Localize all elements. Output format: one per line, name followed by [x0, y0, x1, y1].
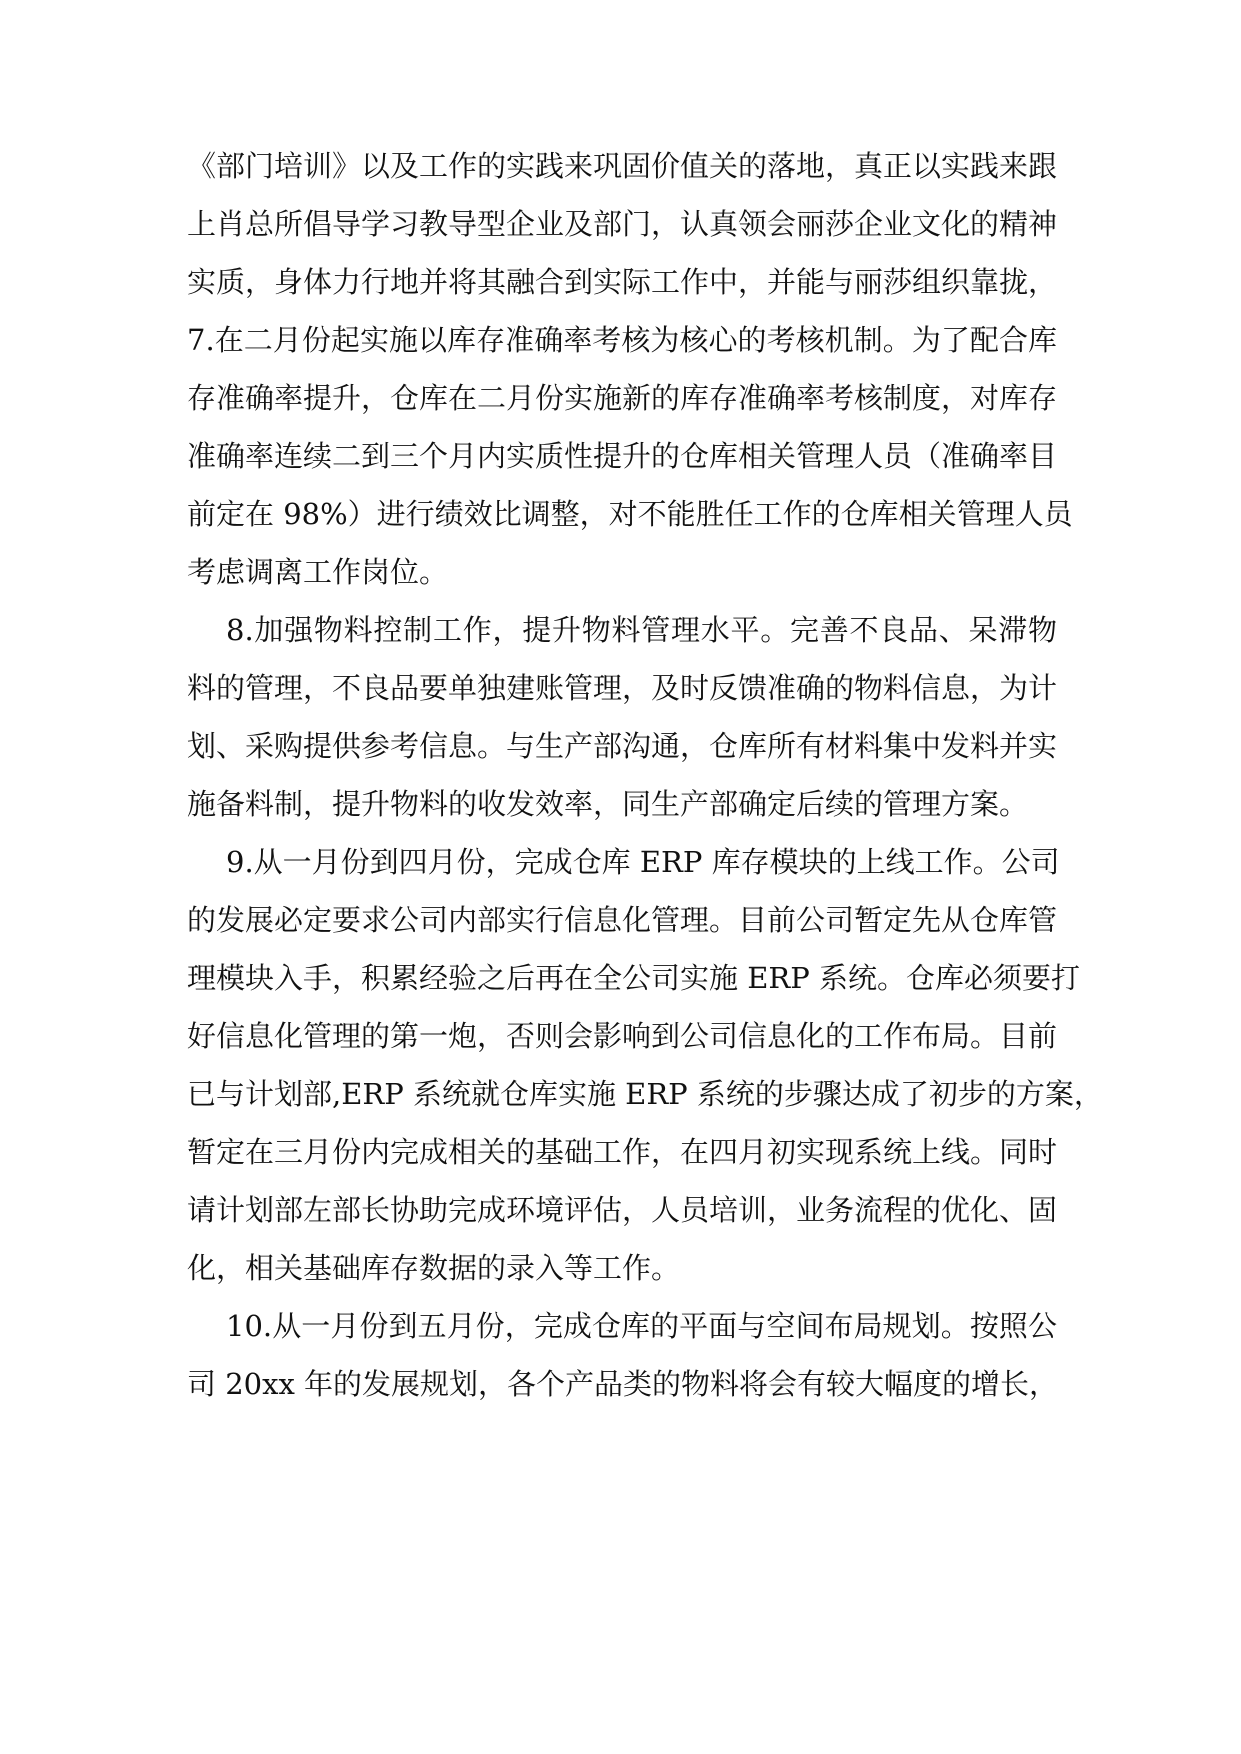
text-line: 料的管理，不良品要单独建账管理，及时反馈准确的物料信息，为计	[187, 671, 1058, 705]
text-line: 暂定在三月份内完成相关的基础工作，在四月初实现系统上线。同时	[187, 1135, 1058, 1169]
text-line: 的发展必定要求公司内部实行信息化管理。目前公司暂定先从仓库管	[187, 903, 1058, 937]
text-line: 前定在 98%）进行绩效比调整，对不能胜任工作的仓库相关管理人员	[187, 497, 1073, 531]
text-line: 请计划部左部长协助完成环境评估，人员培训，业务流程的优化、固	[187, 1193, 1058, 1227]
text-line: 9.从一月份到四月份，完成仓库 ERP 库存模块的上线工作。公司	[226, 845, 1060, 879]
text-line: 好信息化管理的第一炮，否则会影响到公司信息化的工作布局。目前	[187, 1019, 1058, 1053]
text-line: 上肖总所倡导学习教导型企业及部门，认真领会丽莎企业文化的精神	[187, 207, 1058, 241]
text-line: 10.从一月份到五月份，完成仓库的平面与空间布局规划。按照公	[226, 1309, 1057, 1343]
text-line: 司 20xx 年的发展规划，各个产品类的物料将会有较大幅度的增长，	[187, 1367, 1059, 1401]
text-line: 准确率连续二到三个月内实质性提升的仓库相关管理人员（准确率目	[187, 439, 1058, 473]
text-line: 划、采购提供参考信息。与生产部沟通，仓库所有材料集中发料并实	[187, 729, 1058, 763]
text-line: 理模块入手，积累经验之后再在全公司实施 ERP 系统。仓库必须要打	[187, 961, 1080, 995]
text-line: 已与计划部,ERP 系统就仓库实施 ERP 系统的步骤达成了初步的方案，	[187, 1077, 1103, 1111]
text-line: 8.加强物料控制工作，提升物料管理水平。完善不良品、呆滞物	[226, 613, 1057, 647]
text-line: 考虑调离工作岗位。	[187, 555, 449, 589]
text-line: 存准确率提升，仓库在二月份实施新的库存准确率考核制度，对库存	[187, 381, 1058, 415]
text-line: 7.在二月份起实施以库存准确率考核为核心的考核机制。为了配合库	[187, 323, 1057, 357]
text-line: 实质，身体力行地并将其融合到实际工作中，并能与丽莎组织靠拢，	[187, 265, 1058, 299]
text-line: 化，相关基础库存数据的录入等工作。	[187, 1251, 681, 1285]
text-line: 《部门培训》以及工作的实践来巩固价值关的落地，真正以实践来跟	[187, 149, 1058, 183]
text-line: 施备料制，提升物料的收发效率，同生产部确定后续的管理方案。	[187, 787, 1029, 821]
